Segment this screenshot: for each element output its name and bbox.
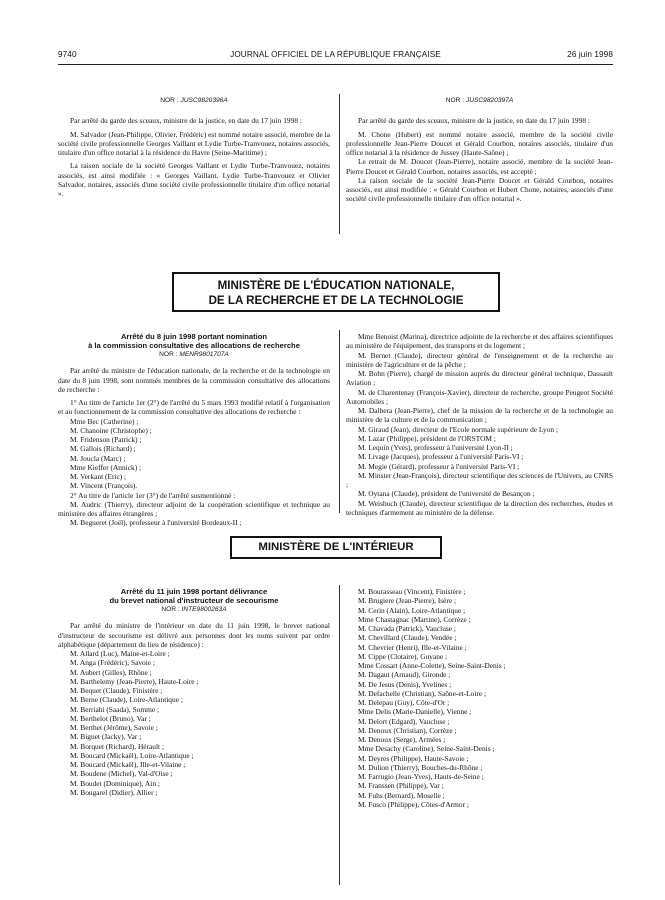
list-item: Mme Bec (Catherine) ; (70, 416, 139, 426)
list-item: M. Bourasseau (Vincent), Finistère ; (358, 587, 466, 596)
list-item: M. Megie (Gérard), professeur à l'université Paris-VI ; (358, 461, 520, 471)
list-item: M. Deyres (Philippe), Haute-Savoie ; (358, 753, 469, 763)
education-right-column (346, 332, 613, 517)
list-item: M. Gallois (Richard) ; (70, 444, 136, 454)
list-item: M. Minster (Jean-François), directeur scientifique des sciences de l'Univers, au CNRS ; (346, 470, 613, 489)
list-item: M. Fridenson (Patrick) ; (70, 435, 142, 444)
nor-reference: NOR : JUSC9820396A (160, 97, 228, 104)
list-item: M. Begueret (Joël), professeur à l'université Bordeaux-II ; (70, 518, 242, 528)
list-item: M. Chevillard (Claude), Vendée ; (358, 633, 457, 643)
decree-title: Arrêté du 8 juin 1998 portant nomination à la commission consultative des allocations de recherche (88, 332, 300, 350)
paragraph: La raison sociale de la société Jean-Pierre Doucet et Gérald Courbon, notaires associés, est ainsi modifiée : « Gérald Courbon et Hubert Chone, notaires, associés d'une société civile professionnelle titulaire d'un office notarial ». (346, 175, 613, 204)
list-item: M. de Charentenay (François-Xavier), directeur de recherche, groupe Peugeot Société Automobiles ; (346, 387, 613, 406)
list-item: M. Defachelle (Christian), Saône-et-Loire ; (358, 688, 487, 698)
decree-title: Arrêté du 11 juin 1998 portant délivrance du brevet national d'instructeur de secourisme (109, 587, 279, 605)
education-left-column (58, 332, 330, 528)
list-item: M. Chavada (Patrick), Vaucluse ; (358, 624, 456, 633)
list-item: M. Delepau (Guy), Côte-d'Or ; (358, 698, 450, 707)
column-divider (339, 585, 340, 885)
list-item: M. Bohn (Pierre), chargé de mission auprès du directeur général technique, Dassault Aviation ; (346, 369, 613, 388)
list-item: M. Biguet (Jacky), Var ; (70, 732, 142, 742)
list-item: M. Audric (Thierry), directeur adjoint de la coopération scientifique et technique au ministère des affaires étrangères ; (58, 499, 330, 518)
page-number: 9740 (58, 50, 77, 59)
list-item: Mme Benoist (Marina), directrice adjointe de la recherche et des affaires scientifiques au ministère de l'équipement, des transports et du logement ; (346, 332, 613, 351)
header-rule (58, 64, 613, 65)
column-divider (339, 94, 340, 234)
list-item: M. Bequet (Claude), Finistère ; (70, 686, 163, 695)
paragraph: M. Chone (Hubert) est nommé notaire associé, membre de la société civile professionnelle Jean-Pierre Doucet et Gérald Courbon, notaires associés, titulaire d'un office notarial à la résidence de Jussey (Haute-Saône) ; (346, 129, 613, 157)
justice-right-column (346, 96, 613, 204)
list-item: M. Chanoine (Christophe) ; (70, 425, 152, 435)
list-item: M. Bougarel (Didier), Allier ; (70, 787, 158, 797)
paragraph: Par arrêté du ministre de l'éducation nationale, de la recherche et de la technologie en date du 8 juin 1998, sont nommés membres de la commission consultative des allocations de recherche : (58, 366, 330, 394)
paragraph: 2° Au titre de l'article 1er (3°) de l'arrêté susmentionné : (70, 490, 236, 500)
list-item: M. Brugiere (Jean-Pierre), Isère ; (358, 596, 457, 606)
list-item: M. Allard (Luc), Maine-et-Loire ; (70, 649, 170, 658)
list-item: M. Berthet (Jérôme), Savoie ; (70, 723, 158, 732)
list-item: M. Lazar (Philippe), président de l'ORSTOM ; (358, 433, 496, 443)
nor-code: INTE9800263A (181, 606, 227, 613)
list-item: M. Denoux (Christian), Corrèze ; (358, 725, 457, 735)
list-item: M. Giraud (Jean), directeur de l'Ecole normale supérieure de Lyon ; (358, 424, 558, 434)
issue-date: 26 juin 1998 (567, 50, 613, 59)
list-item: M. Dagaut (Arnaud), Gironde ; (358, 670, 451, 680)
list-item: M. Boudene (Michel), Val-d'Oise ; (70, 769, 173, 779)
list-item: M. Joucla (Marc) ; (70, 453, 126, 463)
page-header (58, 50, 613, 62)
list-item: M. Franssen (Philippe), Var ; (358, 781, 444, 791)
list-item: M. Boudet (Dominique), Ain ; (70, 778, 160, 788)
paragraph: Par arrêté du ministre de l'intérieur en date du 11 juin 1998, le brevet national d'instructeur de secourisme est délivré aux personnes dont les noms suivent par ordre alphabétique (département du lieu de résidence) : (58, 621, 330, 649)
list-item: Mme Desachy (Caroline), Seine-Saint-Denis ; (358, 744, 495, 754)
list-item: M. Cerin (Alain), Loire-Atlantique ; (358, 605, 466, 615)
list-item: M. Livage (Jacques), professeur à l'université Paris-VI ; (358, 452, 524, 462)
list-item: M. Bernet (Claude), directeur général de l'enseignement et de la recherche au ministère de l'agriculture et de la pêche ; (346, 350, 613, 369)
list-item: M. Berriahi (Saada), Somme ; (70, 704, 160, 714)
justice-left-column (58, 96, 330, 198)
nor-code: JUSC9820396A (180, 97, 228, 104)
list-item: M. Boucard (Mickaël), Ille-et-Vilaine ; (70, 760, 186, 769)
list-item: M. Dalbera (Jean-Pierre), chef de la mission de la recherche et de la technologie au ministère de la culture et de la communication ; (346, 406, 613, 425)
list-item: M. Vincent (François). (70, 481, 138, 491)
interior-left-column (58, 587, 330, 797)
list-item: Mme Delis (Marie-Danielle), Vienne ; (358, 707, 472, 717)
list-item: Mme Kieffer (Annick) ; (70, 462, 142, 472)
list-item: M. Berthelot (Bruno), Var ; (70, 713, 151, 723)
list-item: M. Cippe (Clotaire), Guyane ; (358, 651, 448, 661)
list-item: M. Dulion (Thierry), Bouches-du-Rhône ; (358, 762, 483, 772)
paragraph: Par arrêté du garde des sceaux, ministre de la justice, en date du 17 juin 1998 : (70, 116, 302, 126)
nor-reference: NOR : MENR9801707A (159, 351, 229, 358)
list-item: M. Verkant (Eric) ; (70, 472, 127, 481)
nor-reference: NOR : JUSC9820397A (445, 97, 514, 104)
interior-right-column (346, 587, 613, 809)
list-item: M. Oytana (Claude), président de l'université de Besançon ; (358, 489, 535, 499)
ministry-heading-interior: MINISTÈRE DE L'INTÉRIEUR (230, 536, 442, 559)
list-item: Mme Cossart (Anne-Colette), Seine-Saint-Denis ; (358, 661, 506, 670)
list-item: M. Weisbuch (Claude), directeur scientifique de la direction des recherches, études et techniques d'armement au ministère de la défense. (346, 498, 613, 517)
nor-reference: NOR : INTE9800263A (161, 606, 227, 613)
paragraph: Le retrait de M. Doucet (Jean-Pierre), notaire associé, membre de la société Jean-Pierre Doucet et Gérald Courbon, notaires associés, est accepté ; (346, 157, 613, 176)
paragraph: Par arrêté du garde des sceaux, ministre de la justice, en date du 17 juin 1998 : (358, 116, 590, 126)
list-item: M. Aubert (Gilles), Rhône ; (70, 667, 152, 677)
list-item: M. Denoux (Serge), Armées ; (358, 735, 446, 744)
list-item: M. Fuhs (Bernard), Moselle ; (358, 790, 445, 800)
list-item: M. Borquet (Richard), Hérault ; (70, 741, 164, 751)
list-item: M. Farrugio (Jean-Yves), Hauts-de-Seine ; (358, 772, 484, 781)
list-item: M. Boucard (Mickaël), Loire-Atlantique ; (70, 750, 194, 760)
paragraph: M. Salvador (Jean-Philippe, Olivier, Frédéric) est nommé notaire associé, membre de la société civile professionnelle Georges Vaillant et Lydie Turbe-Tranvouez, notaires associés, titulaire d'un office notarial à la résidence du Havre (Seine-Maritime) ; (58, 129, 330, 157)
list-item: M. Delort (Edgard), Vaucluse ; (358, 716, 450, 726)
paragraph: 1° Au titre de l'article 1er (2°) de l'arrêté du 5 mars 1993 modifié relatif à l'organisation et au fonctionnement de la commission consultative des allocations de recherche : (58, 398, 330, 417)
list-item: M. Berne (Claude), Loire-Atlantique ; (70, 695, 183, 705)
journal-title: JOURNAL OFFICIEL DE LA RÉPUBLIQUE FRANÇAISE (230, 50, 441, 59)
list-item: M. Chevrier (Henri), Ille-et-Vilaine ; (358, 642, 467, 652)
list-item: M. Barthelemy (Jean-Pierre), Haute-Loire ; (70, 676, 199, 686)
paragraph: La raison sociale de la société Georges Vaillant et Lydie Turbe-Tranvouez, notaires associés, est ainsi modifiée : « Georges Vaillant, Lydie Turbe-Tranvouez et Olivier Salvador, notaires, associés d'une société civile professionnelle titulaire d'un office notarial ». (58, 161, 330, 198)
column-divider (339, 330, 340, 513)
nor-code: JUSC9820397A (465, 97, 514, 104)
list-item: Mme Chastagnac (Martine), Corrèze ; (358, 614, 471, 624)
nor-code: MENR9801707A (179, 351, 229, 358)
ministry-heading-education: MINISTÈRE DE L'ÉDUCATION NATIONALE, DE LA RECHERCHE ET DE LA TECHNOLOGIE (172, 272, 500, 312)
list-item: M. De Jesus (Denis), Yvelines ; (358, 679, 452, 689)
list-item: M. Fusco (Philippe), Côtes-d'Armor ; (358, 799, 469, 809)
list-item: M. Lequin (Yves), professeur à l'université Lyon-II ; (358, 443, 513, 452)
list-item: M. Anga (Frédéric), Savoie ; (70, 658, 155, 668)
